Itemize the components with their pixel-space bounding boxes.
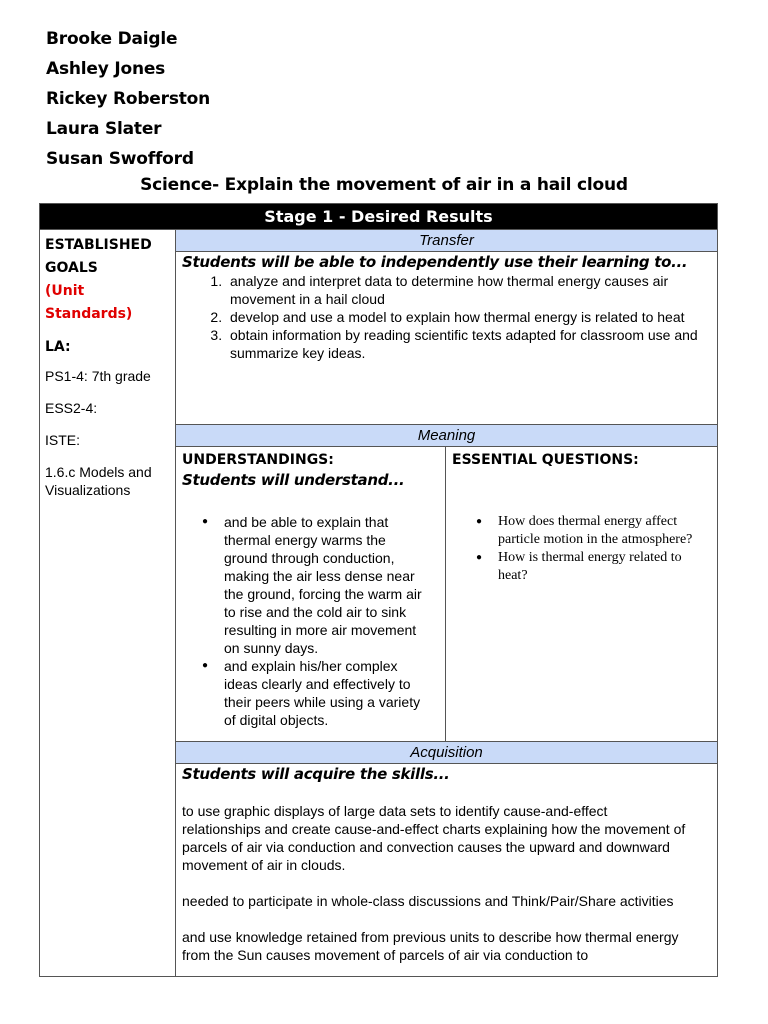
author-name: Brooke Daigle	[46, 29, 178, 49]
understandings-cell	[176, 447, 446, 742]
standard-item: ISTE:	[45, 432, 81, 448]
acquisition-band: Acquisition	[176, 742, 718, 764]
standard-item: PS1-4: 7th grade	[45, 368, 151, 384]
understandings-lead: Students will understand...	[182, 471, 405, 489]
stage-header: Stage 1 - Desired Results	[40, 204, 718, 230]
list-item: ● and explain his/her complex ideas clearly and effectively to their peers while using a variety of digital objects.	[224, 657, 433, 729]
list-item: ● How does thermal energy affect particle motion in the atmosphere?	[498, 513, 707, 549]
acquisition-paragraph: needed to participate in whole-class discussions and Think/Pair/Share activities	[182, 893, 674, 909]
acquisition-cell	[176, 764, 718, 977]
acquisition-paragraph: and use knowledge retained from previous units to describe how thermal energy from the Sun causes movement of parcels of air via conduction to	[182, 929, 679, 963]
standard-item: ESS2-4:	[45, 400, 98, 416]
essential-questions-heading: ESSENTIAL QUESTIONS:	[452, 452, 639, 468]
essential-questions-list	[446, 513, 717, 585]
essential-questions-cell	[446, 447, 718, 742]
list-item: ● How is thermal energy related to heat?	[498, 549, 707, 585]
goals-heading: ESTABLISHED	[45, 237, 152, 253]
understandings-heading: UNDERSTANDINGS:	[182, 452, 334, 468]
list-item: ● and be able to explain that thermal energy warms the ground through conduction, making the air less dense near the ground, forcing the warm air to rise and the cold air to sink resulting in more air movement on sunny days.	[224, 513, 433, 657]
list-item: 1. analyze and interpret data to determine how thermal energy causes air movement in a hail cloud	[226, 272, 703, 308]
author-name: Laura Slater	[46, 119, 162, 139]
transfer-band: Transfer	[176, 230, 718, 252]
unit-plan-table	[39, 203, 718, 977]
author-name: Rickey Roberston	[46, 89, 211, 109]
acquisition-paragraph: to use graphic displays of large data sets to identify cause-and-effect relationships and create cause-and-effect charts explaining how the movement of parcels of air via conduction and convection causes the upward and downward movement of air in clouds.	[182, 803, 686, 873]
transfer-lead: Students will be able to independently use their learning to...	[182, 253, 688, 271]
author-list	[46, 24, 210, 174]
transfer-cell	[176, 252, 718, 425]
document-title: Science- Explain the movement of air in a hail cloud	[140, 175, 628, 195]
author-name: Susan Swofford	[46, 149, 194, 169]
la-label: LA:	[45, 339, 71, 355]
unit-standards-label: (Unit	[45, 283, 85, 299]
understandings-list	[176, 513, 445, 729]
list-item: 2. develop and use a model to explain how thermal energy is related to heat	[226, 308, 703, 326]
acquisition-lead: Students will acquire the skills...	[182, 765, 450, 783]
unit-standards-label: Standards)	[45, 306, 133, 322]
goals-heading: GOALS	[45, 260, 98, 276]
established-goals-cell	[40, 230, 176, 977]
transfer-list	[176, 272, 717, 362]
meaning-band: Meaning	[176, 425, 718, 447]
list-item: 3. obtain information by reading scientific texts adapted for classroom use and summarize key ideas.	[226, 326, 703, 362]
standard-item: 1.6.c Models and Visualizations	[45, 464, 152, 498]
author-name: Ashley Jones	[46, 59, 166, 79]
